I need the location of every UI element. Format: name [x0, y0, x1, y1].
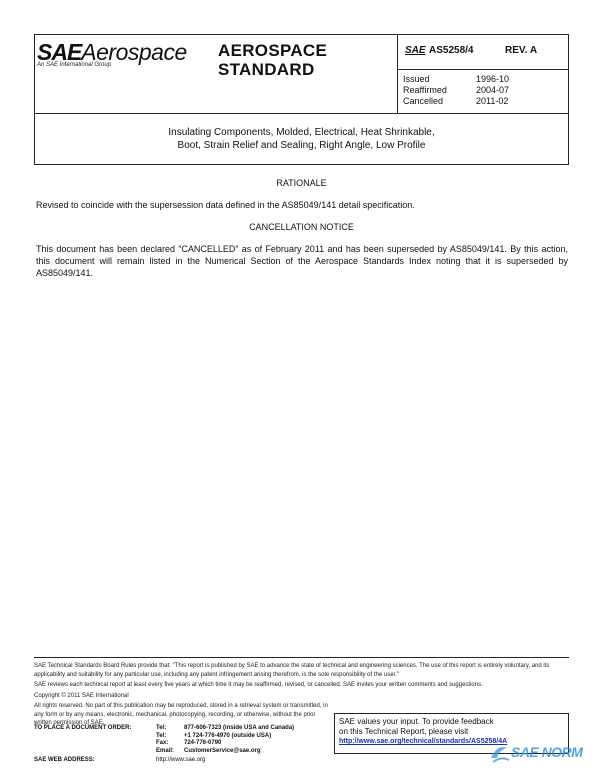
order-row [34, 725, 334, 733]
web-address-label: SAE WEB ADDRESS: [34, 757, 95, 763]
title-line-2: STANDARD [218, 60, 315, 79]
date-value: 1996-10 [476, 74, 510, 84]
document-type-title [218, 41, 327, 79]
doc-sae-mark: SAE [405, 45, 426, 56]
document-number-cell [397, 35, 569, 70]
contact-value: 877-606-7323 (inside USA and Canada) [184, 725, 295, 731]
footer-rights-text: All rights reserved. No part of this publication may be reproduced, stored in a retrieval system or transmitted, in any form or by any means, electronic, mechanical, photocopying, recording, or otherwise, without the prior written permission of SAE. [34, 703, 328, 726]
feedback-line-1: SAE values your input. To provide feedback [339, 717, 494, 726]
footer-review-text: SAE reviews each technical report at least every five years at which time it may be reaffirmed, revised, or cancelled. SAE invites your written comments and suggestions. [34, 682, 483, 688]
footer-copyright: Copyright © 2011 SAE International [34, 692, 129, 699]
order-row [34, 740, 334, 748]
contact-key: Tel: [156, 732, 167, 739]
watermark-emblem-icon [487, 742, 511, 766]
date-label: Reaffirmed [403, 85, 447, 95]
contact-key: Tel: [156, 725, 167, 731]
revision-label: REV. A [505, 45, 538, 56]
contact-key: Email: [156, 747, 175, 754]
feedback-line-2: on this Technical Report, please visit [339, 727, 469, 736]
feedback-link[interactable]: http://www.sae.org/technical/standards/AS5258/4A [339, 738, 508, 745]
watermark-text: SAE NORM [511, 744, 583, 760]
contact-key: Fax: [156, 740, 169, 746]
rationale-text: Revised to coincide with the supersession data defined in the AS85049/141 detail specification. [36, 200, 415, 210]
logo-aerospace-text: Aerospace [81, 39, 187, 65]
date-row-reaffirmed [403, 85, 569, 96]
date-row-cancelled [403, 96, 569, 107]
order-label: TO PLACE A DOCUMENT ORDER: [34, 725, 132, 731]
cancellation-text: This document has been declared “CANCELLED” as of February 2011 and has been superseded by AS85049/141. By this action, this document will remain listed in the Numerical Section of the Aerospace Standards Index noting that it is superseded by AS85049/141. [36, 244, 568, 278]
document-header [34, 34, 569, 114]
date-row-issued [403, 74, 569, 85]
order-row [34, 748, 334, 756]
logo-tagline: An SAE International Group [37, 62, 112, 68]
document-number: AS5258/4 [429, 45, 474, 56]
document-subject [34, 113, 569, 165]
date-label: Cancelled [403, 96, 444, 106]
logo-block [35, 35, 213, 115]
title-line-1: AEROSPACE [218, 41, 328, 60]
web-address-link[interactable]: http://www.sae.org [156, 757, 206, 763]
cancellation-heading: CANCELLATION NOTICE [249, 222, 354, 232]
subject-line-2: Boot, Strain Relief and Sealing, Right Angle, Low Profile [177, 140, 426, 151]
contact-email-link[interactable]: CustomerService@sae.org [184, 747, 261, 754]
rationale-heading: RATIONALE [276, 178, 327, 188]
watermark [487, 742, 597, 768]
contact-value: 724-776-0790 [184, 740, 222, 746]
order-contact-table [34, 725, 334, 755]
web-address-row [34, 757, 205, 763]
date-label: Issued [403, 74, 430, 84]
contact-value: +1 724-776-4970 (outside USA) [184, 732, 272, 739]
date-value: 2011-02 [476, 96, 509, 106]
logo-sae-text: SAE [37, 39, 82, 65]
footer-rules-text: SAE Technical Standards Board Rules provide that: "This report is published by SAE to advance the state of technical and engineering sciences. The use of this report is entirely voluntary, and its applicability and suitability for any particular use, including any patent infringement arising therefrom, is the sole responsibility of the user." [34, 663, 550, 678]
subject-line-1: Insulating Components, Molded, Electrical, Heat Shrinkable, [168, 127, 435, 138]
order-row [34, 733, 334, 741]
date-value: 2004-07 [476, 85, 510, 95]
dates-cell [397, 70, 569, 114]
